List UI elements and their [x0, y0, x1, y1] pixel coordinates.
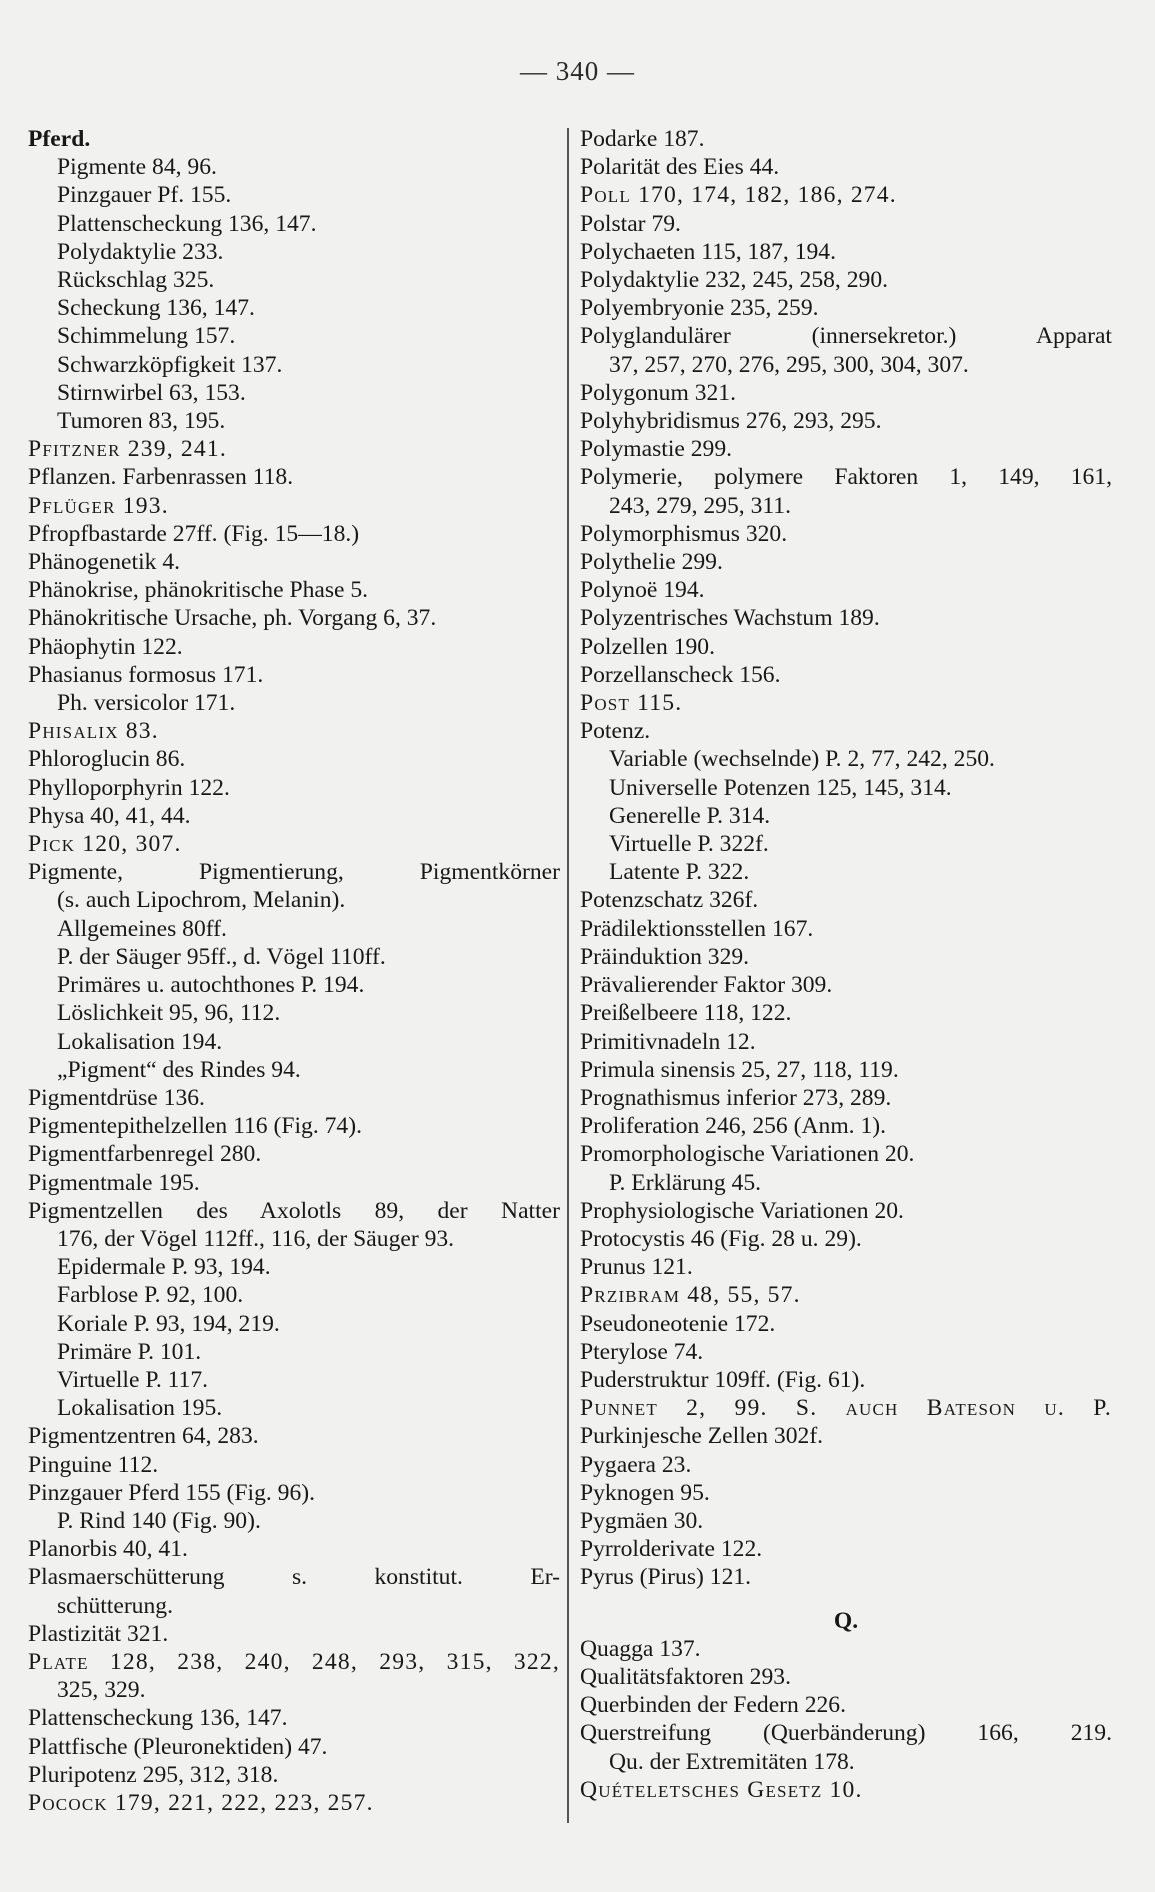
index-entry: Prognathismus inferior 273, 289.: [580, 1084, 892, 1111]
index-entry: Polyzentrisches Wachstum 189.: [580, 605, 880, 632]
index-entry: Polynoë 194.: [580, 577, 705, 604]
index-entry: Polyglandulärer (innersekretor.) Apparat: [580, 323, 1112, 350]
index-entry-author: Post 115.: [580, 690, 683, 717]
index-subentry: Variable (wechselnde) P. 2, 77, 242, 250.: [609, 746, 995, 773]
index-entry: Phänokrise, phänokritische Phase 5.: [28, 577, 369, 604]
index-entry: Präinduktion 329.: [580, 943, 750, 970]
index-entry: Pluripotenz 295, 312, 318.: [28, 1761, 279, 1788]
index-subentry: 176, der Vögel 112ff., 116, der Säuger 93.: [57, 1225, 455, 1252]
index-entry: Potenz.: [580, 718, 651, 745]
index-subentry: Tumoren 83, 195.: [57, 408, 226, 435]
index-subentry: Rückschlag 325.: [57, 267, 215, 294]
right-column: [580, 125, 1112, 1804]
index-subentry: Plattenscheckung 136, 147.: [57, 210, 317, 237]
index-entry: Phasianus formosus 171.: [28, 661, 264, 688]
index-entry: Polychaeten 115, 187, 194.: [580, 238, 836, 265]
index-entry: Puderstruktur 109ff. (Fig. 61).: [580, 1366, 866, 1393]
section-gap: [580, 1592, 1112, 1607]
index-entry: Pigmentfarbenregel 280.: [28, 1141, 262, 1168]
index-entry-author: Poll 170, 174, 182, 186, 274.: [580, 182, 897, 209]
index-entry: Polyhybridismus 276, 293, 295.: [580, 408, 882, 435]
index-entry-author: Punnet 2, 99. S. auch Bateson u. P.: [580, 1395, 1112, 1422]
index-entry: Pygmäen 30.: [580, 1507, 704, 1534]
index-entry-author: Pfitzner 239, 241.: [28, 436, 227, 463]
index-subentry: Generelle P. 314.: [609, 802, 771, 829]
index-entry-author: Pflüger 193.: [28, 492, 169, 519]
index-subentry: Virtuelle P. 117.: [57, 1366, 209, 1393]
index-entry: Physa 40, 41, 44.: [28, 802, 191, 829]
index-subentry: P. Rind 140 (Fig. 90).: [57, 1507, 261, 1534]
index-subentry: schütterung.: [57, 1592, 173, 1619]
index-subentry: 325, 329.: [57, 1677, 146, 1704]
left-column: [28, 125, 560, 1817]
index-entry: Polydaktylie 232, 245, 258, 290.: [580, 267, 889, 294]
index-entry: Pigmentzellen des Axolotls 89, der Natter: [28, 1197, 560, 1224]
index-subentry: Virtuelle P. 322f.: [609, 831, 769, 858]
index-entry: Purkinjesche Zellen 302f.: [580, 1423, 824, 1450]
index-entry-author: Plate 128, 238, 240, 248, 293, 315, 322,: [28, 1648, 560, 1675]
index-entry: Preißelbeere 118, 122.: [580, 1000, 792, 1027]
index-entry: Proliferation 246, 256 (Anm. 1).: [580, 1113, 887, 1140]
index-entry: Pyrrolderivate 122.: [580, 1536, 763, 1563]
index-entry: Pinzgauer Pferd 155 (Fig. 96).: [28, 1479, 316, 1506]
index-entry: Polythelie 299.: [580, 549, 723, 576]
index-subentry: Pigmente 84, 96.: [57, 154, 217, 181]
index-subentry: Allgemeines 80ff.: [57, 915, 227, 942]
index-entry: Polarität des Eies 44.: [580, 154, 780, 181]
index-entry: Prunus 121.: [580, 1254, 693, 1281]
index-entry: Pfropfbastarde 27ff. (Fig. 15—18.): [28, 520, 360, 547]
index-subentry: Farblose P. 92, 100.: [57, 1282, 244, 1309]
index-subentry: Lokalisation 195.: [57, 1395, 223, 1422]
index-entry: Prävalierender Faktor 309.: [580, 972, 833, 999]
index-entry: Querbinden der Federn 226.: [580, 1692, 847, 1719]
index-subentry: Scheckung 136, 147.: [57, 295, 255, 322]
index-subentry: Ph. versicolor 171.: [57, 690, 236, 717]
index-entry: Pflanzen. Farbenrassen 118.: [28, 464, 294, 491]
index-entry-author: Pocock 179, 221, 222, 223, 257.: [28, 1789, 374, 1816]
index-entry: Plasmaerschütterung s. konstitut. Er-: [28, 1564, 560, 1591]
index-entry: Polzellen 190.: [580, 633, 715, 660]
index-entry: Pigmentepithelzellen 116 (Fig. 74).: [28, 1113, 362, 1140]
index-subentry: Lokalisation 194.: [57, 1028, 223, 1055]
index-subentry: (s. auch Lipochrom, Melanin).: [57, 887, 346, 914]
index-subentry: Primäre P. 101.: [57, 1338, 202, 1365]
index-entry: Pterylose 74.: [580, 1338, 704, 1365]
index-entry: Pferd.: [28, 126, 91, 152]
index-entry: Phäophytin 122.: [28, 633, 183, 660]
index-entry: Phänogenetik 4.: [28, 549, 181, 576]
index-entry-author: Quételetsches Gesetz 10.: [580, 1776, 863, 1803]
index-subentry: Koriale P. 93, 194, 219.: [57, 1310, 280, 1337]
index-entry: Quagga 137.: [580, 1635, 701, 1662]
page-number: — 340 —: [520, 56, 635, 86]
index-entry: Pigmentdrüse 136.: [28, 1084, 205, 1111]
index-subentry: Stirnwirbel 63, 153.: [57, 379, 246, 406]
index-subentry: Löslichkeit 95, 96, 112.: [57, 1000, 281, 1027]
index-entry: Plattfische (Pleuronektiden) 47.: [28, 1733, 328, 1760]
index-subentry: „Pigment“ des Rindes 94.: [57, 1056, 301, 1083]
index-entry: Phloroglucin 86.: [28, 746, 186, 773]
index-subentry: Latente P. 322.: [609, 859, 750, 886]
index-subentry: 243, 279, 295, 311.: [609, 492, 791, 519]
index-subentry: Schwarzköpfigkeit 137.: [57, 351, 283, 378]
index-subentry: Schimmelung 157.: [57, 323, 236, 350]
index-subentry: Primäres u. autochthones P. 194.: [57, 972, 365, 999]
index-entry: Plattenscheckung 136, 147.: [28, 1705, 288, 1732]
index-entry: Primitivnadeln 12.: [580, 1028, 756, 1055]
section-heading: Q.: [833, 1607, 859, 1634]
index-entry-author: Pick 120, 307.: [28, 831, 182, 858]
index-entry: Pseudoneotenie 172.: [580, 1310, 776, 1337]
index-entry: Polymerie, polymere Faktoren 1, 149, 161,: [580, 464, 1112, 491]
index-subentry: Polydaktylie 233.: [57, 238, 224, 265]
index-entry: Pyknogen 95.: [580, 1479, 710, 1506]
index-subentry: Qu. der Extremitäten 178.: [609, 1748, 855, 1775]
index-entry: Pigmentmale 195.: [28, 1169, 200, 1196]
index-subentry: 37, 257, 270, 276, 295, 300, 304, 307.: [609, 351, 969, 378]
index-entry: Podarke 187.: [580, 126, 705, 152]
index-entry: Pygaera 23.: [580, 1451, 692, 1478]
index-entry: Phänokritische Ursache, ph. Vorgang 6, 37.: [28, 605, 437, 632]
index-entry: Porzellanscheck 156.: [580, 661, 781, 688]
index-entry: Prophysiologische Variationen 20.: [580, 1197, 904, 1224]
index-subentry: P. Erklärung 45.: [609, 1169, 762, 1196]
index-entry: Planorbis 40, 41.: [28, 1536, 188, 1563]
index-entry: Prädilektionsstellen 167.: [580, 915, 814, 942]
index-entry-author: Przibram 48, 55, 57.: [580, 1282, 801, 1309]
index-subentry: Universelle Potenzen 125, 145, 314.: [609, 774, 952, 801]
index-entry: Polstar 79.: [580, 210, 681, 237]
index-subentry: Epidermale P. 93, 194.: [57, 1254, 271, 1281]
index-entry: Pinguine 112.: [28, 1451, 159, 1478]
column-divider: [567, 128, 569, 1823]
index-entry: Querstreifung (Querbänderung) 166, 219.: [580, 1720, 1112, 1747]
index-entry: Polymastie 299.: [580, 436, 733, 463]
index-entry: Potenzschatz 326f.: [580, 887, 759, 914]
index-entry: Promorphologische Variationen 20.: [580, 1141, 915, 1168]
index-entry: Polymorphismus 320.: [580, 520, 788, 547]
index-entry: Pigmentzentren 64, 283.: [28, 1423, 259, 1450]
index-entry: Pyrus (Pirus) 121.: [580, 1564, 752, 1591]
index-entry: Qualitätsfaktoren 293.: [580, 1663, 791, 1690]
index-entry: Phylloporphyrin 122.: [28, 774, 230, 801]
index-entry: Pigmente, Pigmentierung, Pigmentkörner: [28, 859, 560, 886]
index-entry: Primula sinensis 25, 27, 118, 119.: [580, 1056, 899, 1083]
index-subentry: Pinzgauer Pf. 155.: [57, 182, 232, 209]
index-entry-author: Phisalix 83.: [28, 718, 159, 745]
index-entry: Polygonum 321.: [580, 379, 736, 406]
index-entry: Protocystis 46 (Fig. 28 u. 29).: [580, 1225, 862, 1252]
index-entry: Plastizität 321.: [28, 1620, 169, 1647]
index-entry: Polyembryonie 235, 259.: [580, 295, 819, 322]
index-subentry: P. der Säuger 95ff., d. Vögel 110ff.: [57, 943, 386, 970]
